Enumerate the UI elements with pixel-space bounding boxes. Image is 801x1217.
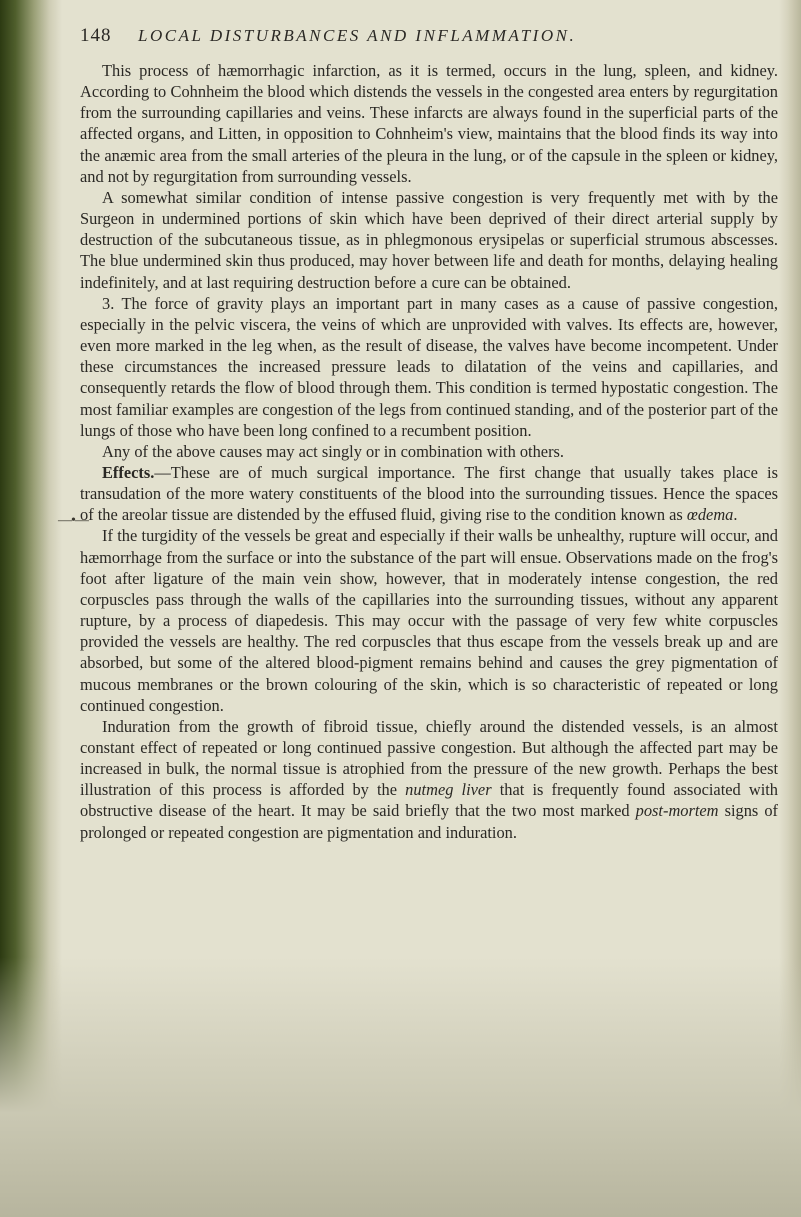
text-run: that is frequently found associated with obstructive disease of the heart. It may be said briefly that the two most marked — [80, 780, 779, 821]
run-in-heading: Effects. — [102, 462, 155, 482]
scan-bottom-shadow — [0, 957, 801, 1217]
paragraph — [80, 60, 778, 187]
text-run: If the turgidity of the vessels be great and especially if their walls be unhealthy, rupture will occur, and hæmorrhage from the surface or into the substance of the part will ensue. Observations made on the frog's foot after ligature of the main vein show, however, that in moderately intense congestion, the red corpuscles pass through the walls of the capillaries into the surrounding tissues, without any apparent rupture, by a process of diapedesis. This may occur with the passage of very few white corpuscles provided the vessels are healthy. The red corpuscles that thus escape from the vessels break up and are absorbed, but some of the altered blood-pigment remains behind and causes the grey pigmentation of mucous membranes or the brown colouring of the skin, which is so characteristic of repeated or long continued congestion. — [80, 526, 778, 715]
paragraph — [80, 187, 778, 293]
paragraph — [80, 293, 778, 441]
paragraph — [80, 525, 778, 715]
text-run: This process of hæmorrhagic infarction, as it is termed, occurs in the lung, spleen, and kidney. According to Cohnheim the blood which distends the vessels in the congested area enters by regurgitation from the surrounding capillaries and veins. These infarcts are always found in the superficial parts of the affected organs, and Litten, in opposition to Cohnheim's view, maintains that the blood finds its way into the anæmic area from the small arteries of the pleura in the lung, or of the capsule in the spleen or kidney, and not by regurgitation from surrounding vessels. — [80, 61, 778, 186]
page-number: 148 — [80, 25, 112, 46]
text-run: signs of prolonged or repeated congestion are pigmentation and induration. — [80, 801, 778, 842]
text-run: . — [733, 505, 738, 525]
text-run: Induration from the growth of fibroid tissue, chiefly around the distended vessels, is an almost constant effect of repeated or long continued passive congestion. But although the affected part may be increased in bulk, the normal tissue is atrophied from the pressure of the new growth. Perhaps the best illustration of this process is afforded by the — [80, 716, 778, 800]
book-page — [80, 18, 778, 918]
italic-term: post-mortem — [635, 801, 719, 821]
text-run: A somewhat similar condition of intense passive congestion is very frequently met with by the Surgeon in undermined portions of skin which have been deprived of their direct arterial supply by destruction of the subcutaneous tissue, as in phlegmonous erysipelas or superficial strumous abscesses. The blue undermined skin thus produced, may hover between life and death for months, delaying healing indefinitely, and at last requiring destruction before a cure can be obtained. — [80, 187, 778, 292]
running-head — [80, 18, 778, 54]
paragraph — [80, 716, 778, 843]
italic-term: œdema — [686, 505, 734, 525]
text-run: Any of the above causes may act singly or in combination with others. — [102, 441, 565, 461]
paragraph — [80, 462, 778, 525]
running-title: LOCAL DISTURBANCES AND INFLAMMATION. — [138, 26, 577, 45]
italic-term: nutmeg liver — [405, 780, 492, 800]
margin-mark: —•— — [58, 513, 88, 528]
body-text — [80, 60, 778, 843]
text-run: —These are of much surgical importance. The first change that usually takes place is transudation of the more watery constituents of the blood into the surrounding tissues. Hence the spaces of the areolar tissue are distended by the effused fluid, giving rise to the condition known as — [80, 462, 778, 525]
paragraph — [80, 441, 778, 462]
text-run: 3. The force of gravity plays an important part in many cases as a cause of passive congestion, especially in the pelvic viscera, the veins of which are unprovided with valves. Its effects are, however, even more marked in the leg when, as the result of disease, the valves have become incompetent. Under these circumstances the increased pressure leads to dilatation of the veins and capillaries, and consequently retards the flow of blood through them. This condition is termed hypostatic congestion. The most familiar examples are congestion of the legs from continued standing, and of the posterior part of the lungs of those who have been long confined to a recumbent position. — [80, 293, 778, 440]
